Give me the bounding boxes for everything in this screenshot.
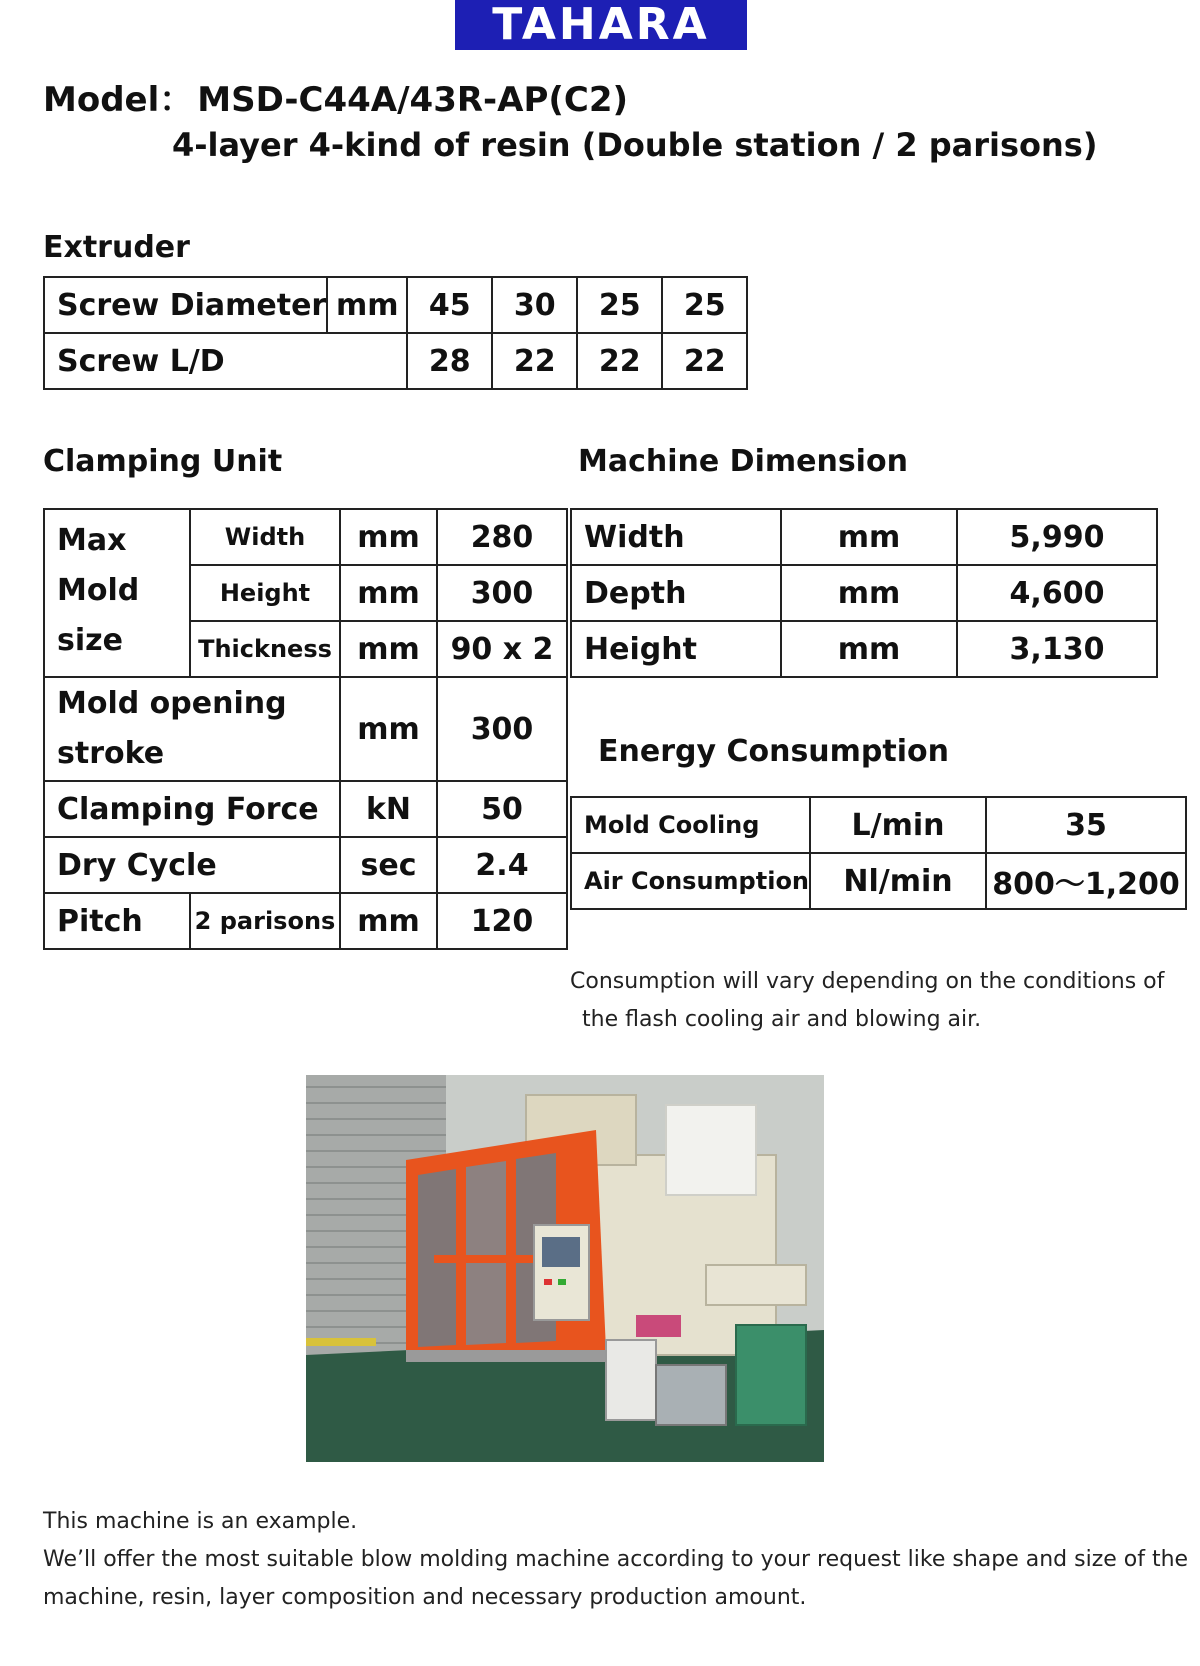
extruder-title: Extruder: [43, 230, 190, 265]
machine-photo: [306, 1075, 824, 1462]
mold-width-label: Width: [190, 509, 340, 565]
model-label: Model：: [43, 80, 194, 120]
footer-line-2: We’ll offer the most suitable blow molding machine according to your request like shape and size of the: [43, 1547, 1189, 1572]
air-consumption-unit: Nl/min: [810, 853, 986, 909]
mold-height-label: Height: [190, 565, 340, 621]
screw-ld-value-3: 22: [577, 333, 662, 389]
table-row: [571, 853, 1186, 909]
table-row: [44, 509, 567, 565]
dim-height-label: Height: [571, 621, 781, 677]
extruder-table: [43, 276, 748, 390]
mold-thickness-value: 90 x 2: [437, 621, 567, 677]
dry-cycle-label: Dry Cycle: [44, 837, 340, 893]
energy-note-line-1: Consumption will vary depending on the conditions of: [570, 969, 1165, 994]
energy-title: Energy Consumption: [598, 734, 949, 769]
table-row: [44, 893, 567, 949]
max-mold-line-2: Mold: [57, 573, 140, 608]
mold-height-value: 300: [437, 565, 567, 621]
logo-text: TAHARA: [492, 0, 710, 50]
pitch-unit: mm: [340, 893, 437, 949]
footer-line-1: This machine is an example.: [43, 1509, 358, 1534]
dim-depth-unit: mm: [781, 565, 957, 621]
tahara-logo: [455, 0, 747, 50]
dim-depth-value: 4,600: [957, 565, 1157, 621]
dim-width-label: Width: [571, 509, 781, 565]
clamping-title: Clamping Unit: [43, 444, 283, 479]
mold-opening-unit: mm: [340, 677, 437, 781]
pitch-sub-label: 2 parisons: [190, 893, 340, 949]
model-subtitle: 4-layer 4-kind of resin (Double station / 2 parisons): [172, 126, 1098, 164]
table-row: [44, 677, 567, 781]
table-row: [44, 277, 747, 333]
screw-diameter-label: Screw Diameter: [44, 277, 327, 333]
mold-width-value: 280: [437, 509, 567, 565]
screw-ld-label: Screw L/D: [44, 333, 407, 389]
energy-table: [570, 796, 1187, 910]
air-consumption-value: 800～1,200: [986, 853, 1186, 909]
table-row: [571, 565, 1157, 621]
energy-note: [570, 963, 1164, 1039]
screw-diameter-unit: mm: [327, 277, 407, 333]
screw-diameter-value-4: 25: [662, 277, 747, 333]
model-heading: [43, 72, 628, 121]
screw-diameter-value-1: 45: [407, 277, 492, 333]
dim-height-unit: mm: [781, 621, 957, 677]
table-row: [44, 837, 567, 893]
mold-width-unit: mm: [340, 509, 437, 565]
mold-height-unit: mm: [340, 565, 437, 621]
table-row: [44, 781, 567, 837]
clamping-force-label: Clamping Force: [44, 781, 340, 837]
clamping-table: [43, 508, 568, 950]
max-mold-size-label: [44, 509, 190, 677]
pitch-value: 120: [437, 893, 567, 949]
machine-dimension-title: Machine Dimension: [578, 444, 908, 479]
mold-cooling-label: Mold Cooling: [571, 797, 810, 853]
footer-text: [43, 1503, 1189, 1617]
dim-width-unit: mm: [781, 509, 957, 565]
clamping-force-value: 50: [437, 781, 567, 837]
machine-dimension-table: [570, 508, 1158, 678]
table-row: [571, 509, 1157, 565]
max-mold-line-3: size: [57, 623, 123, 658]
mold-cooling-unit: L/min: [810, 797, 986, 853]
table-row: [571, 797, 1186, 853]
screw-diameter-value-2: 30: [492, 277, 577, 333]
pitch-label: Pitch: [44, 893, 190, 949]
mold-opening-label: [44, 677, 340, 781]
dry-cycle-value: 2.4: [437, 837, 567, 893]
hazard-stripe: [306, 1338, 376, 1346]
screw-ld-value-2: 22: [492, 333, 577, 389]
dry-cycle-unit: sec: [340, 837, 437, 893]
mold-opening-line-2: stroke: [57, 736, 165, 771]
dim-depth-label: Depth: [571, 565, 781, 621]
mold-thickness-unit: mm: [340, 621, 437, 677]
table-row: [571, 621, 1157, 677]
air-consumption-label: Air Consumption: [571, 853, 810, 909]
mold-opening-line-1: Mold opening: [57, 686, 287, 721]
max-mold-line-1: Max: [57, 523, 127, 558]
footer-line-3: machine, resin, layer composition and necessary production amount.: [43, 1585, 807, 1610]
mold-thickness-label: Thickness: [190, 621, 340, 677]
dim-height-value: 3,130: [957, 621, 1157, 677]
clamping-force-unit: kN: [340, 781, 437, 837]
screw-ld-value-4: 22: [662, 333, 747, 389]
energy-note-line-2: the flash cooling air and blowing air.: [582, 1007, 982, 1032]
table-row: [44, 333, 747, 389]
mold-opening-value: 300: [437, 677, 567, 781]
screw-ld-value-1: 28: [407, 333, 492, 389]
machine-base: [406, 1350, 606, 1362]
control-panel: [534, 1225, 589, 1320]
screw-diameter-value-3: 25: [577, 277, 662, 333]
dim-width-value: 5,990: [957, 509, 1157, 565]
mold-cooling-value: 35: [986, 797, 1186, 853]
model-value: MSD-C44A/43R-AP(C2): [197, 80, 629, 120]
